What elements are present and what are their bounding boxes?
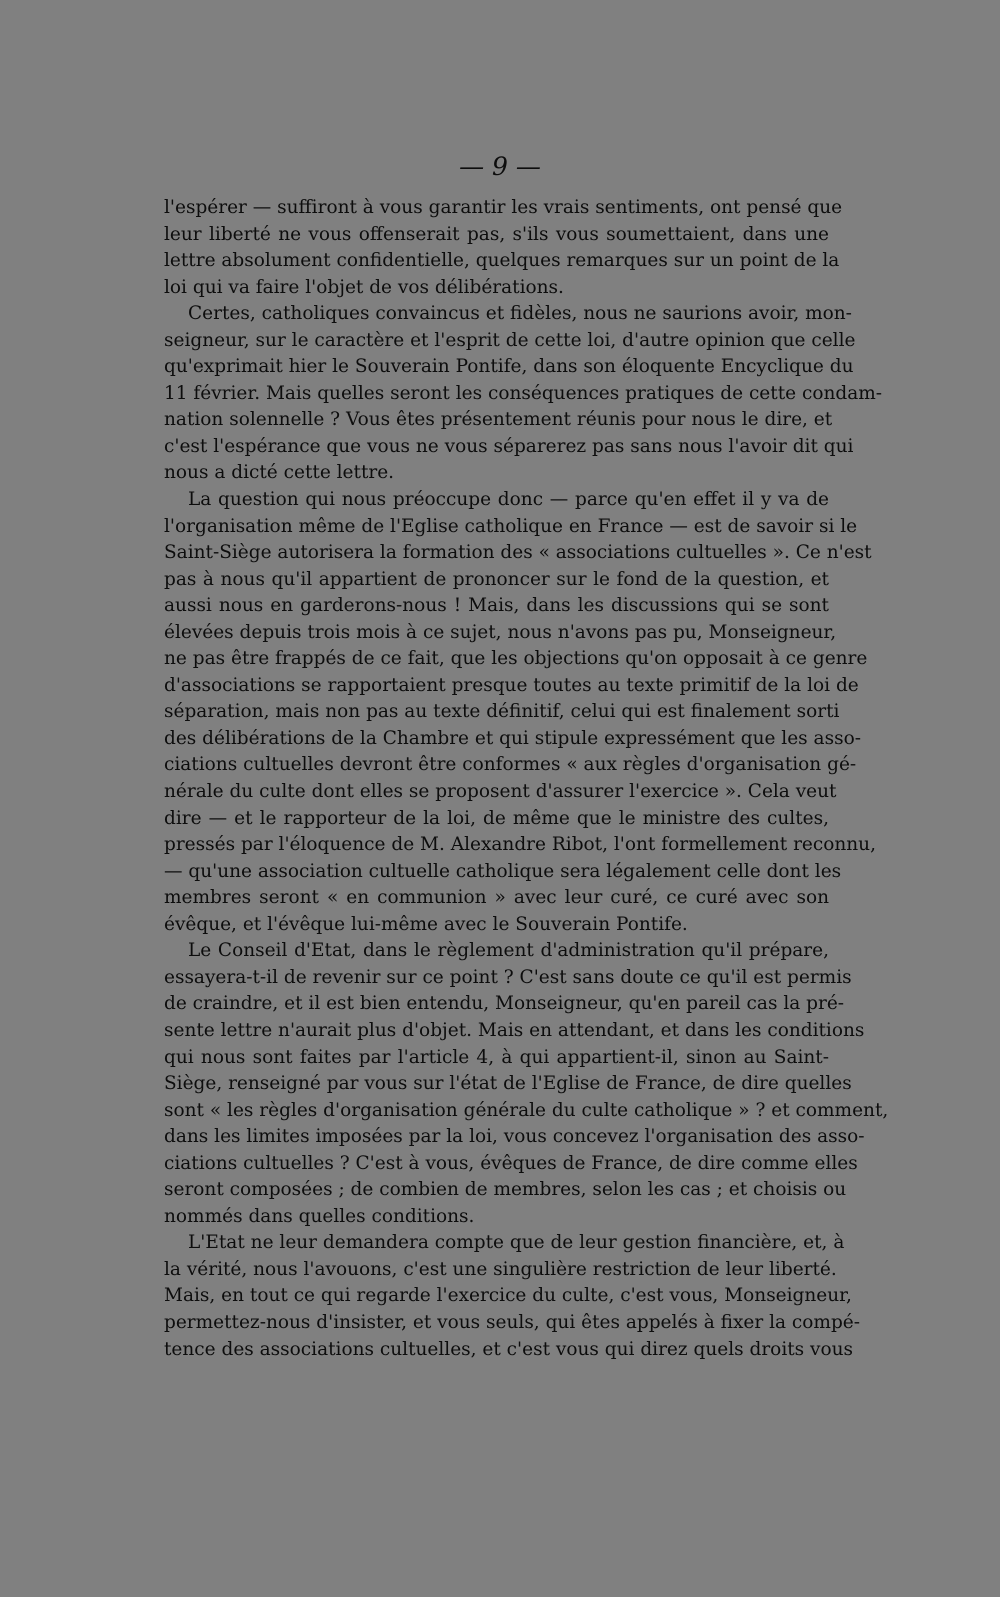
text-line: Siège, renseigné par vous sur l'état de l'Eglise de France, de dire quelles [164,1073,852,1095]
text-line: évêque, et l'évêque lui-même avec le Souverain Pontife. [164,913,688,935]
text-line: l'organisation même de l'Eglise catholique en France — est de savoir si le [164,515,858,537]
paragraph [164,301,883,487]
text-line: d'associations se rapportaient presque toutes au texte primitif de la loi de [164,674,859,696]
text-line: qu'exprimait hier le Souverain Pontife, dans son éloquente Encyclique du [164,356,854,378]
text-line: dans les limites imposées par la loi, vous concevez l'organisation des asso- [164,1126,865,1148]
text-line: Mais, en tout ce qui regarde l'exercice du culte, c'est vous, Monseigneur, [164,1285,852,1307]
text-line: lettre absolument confidentielle, quelques remarques sur un point de la [164,250,840,272]
body-text [164,195,889,1363]
text-line: tence des associations cultuelles, et c'est vous qui direz quels droits vous [164,1338,854,1360]
text-line: loi qui va faire l'objet de vos délibérations. [164,276,564,298]
text-line: qui nous sont faites par l'article 4, à qui appartient-il, sinon au Saint- [164,1046,829,1068]
text-line: ciations cultuelles devront être conformes « aux règles d'organisation gé- [164,754,857,776]
text-line: la vérité, nous l'avouons, c'est une singulière restriction de leur liberté. [164,1258,837,1280]
text-line: aussi nous en garderons-nous ! Mais, dans les discussions qui se sont [164,595,829,617]
text-line: sont « les règles d'organisation générale du culte catholique » ? et comment, [164,1099,889,1121]
page-number: — 9 — [459,152,541,181]
text-line: dire — et le rapporteur de la loi, de même que le ministre des cultes, [164,807,829,829]
text-line: ciations cultuelles ? C'est à vous, évêques de France, de dire comme elles [164,1152,858,1174]
text-line: nommés dans quelles conditions. [164,1205,475,1227]
text-line: Saint-Siège autorisera la formation des « associations cultuelles ». Ce n'est [164,542,872,564]
text-line: nous a dicté cette lettre. [164,462,395,484]
text-line: Certes, catholiques convaincus et fidèles, nous ne saurions avoir, mon- [188,303,852,325]
text-line: 11 février. Mais quelles seront les conséquences pratiques de cette condam- [164,382,883,404]
text-line: nation solennelle ? Vous êtes présentement réunis pour nous le dire, et [164,409,833,431]
paragraph [164,195,843,301]
text-line: L'Etat ne leur demandera compte que de leur gestion financière, et, à [188,1232,845,1254]
text-line: seigneur, sur le caractère et l'esprit de cette loi, d'autre opinion que celle [164,329,856,351]
text-line: c'est l'espérance que vous ne vous séparerez pas sans nous l'avoir dit qui [164,435,854,457]
text-line: seront composées ; de combien de membres, selon les cas ; et choisis ou [164,1179,847,1201]
text-line: nérale du culte dont elles se proposent d'assurer l'exercice ». Cela veut [164,781,837,803]
text-line: sente lettre n'aurait plus d'objet. Mais en attendant, et dans les conditions [164,1019,865,1041]
text-line: séparation, mais non pas au texte définitif, celui qui est finalement sorti [164,701,840,723]
text-line: l'espérer — suffiront à vous garantir les vrais sentiments, ont pensé que [164,197,843,218]
text-line: — qu'une association cultuelle catholique sera légalement celle dont les [164,860,842,882]
text-line: ne pas être frappés de ce fait, que les objections qu'on opposait à ce genre [164,648,868,670]
text-line: de craindre, et il est bien entendu, Monseigneur, qu'en pareil cas la pré- [164,993,845,1015]
paragraph [164,938,889,1230]
text-line: élevées depuis trois mois à ce sujet, nous n'avons pas pu, Monseigneur, [164,621,837,643]
text-line: leur liberté ne vous offenserait pas, s'ils vous soumettaient, dans une [164,223,829,245]
text-line: des délibérations de la Chambre et qui stipule expressément que les asso- [164,727,861,749]
paragraph [164,1230,860,1363]
text-line: membres seront « en communion » avec leur curé, ce curé avec son [164,887,829,909]
text-line: Le Conseil d'Etat, dans le règlement d'administration qu'il prépare, [188,940,829,962]
text-line: pressés par l'éloquence de M. Alexandre Ribot, l'ont formellement reconnu, [164,834,876,856]
text-line: La question qui nous préoccupe donc — parce qu'en effet il y va de [188,489,829,511]
text-line: permettez-nous d'insister, et vous seuls, qui êtes appelés à fixer la compé- [164,1311,860,1333]
text-line: pas à nous qu'il appartient de prononcer sur le fond de la question, et [164,568,829,590]
paragraph [164,487,876,938]
text-line: essayera-t-il de revenir sur ce point ? C'est sans doute ce qu'il est permis [164,966,852,988]
